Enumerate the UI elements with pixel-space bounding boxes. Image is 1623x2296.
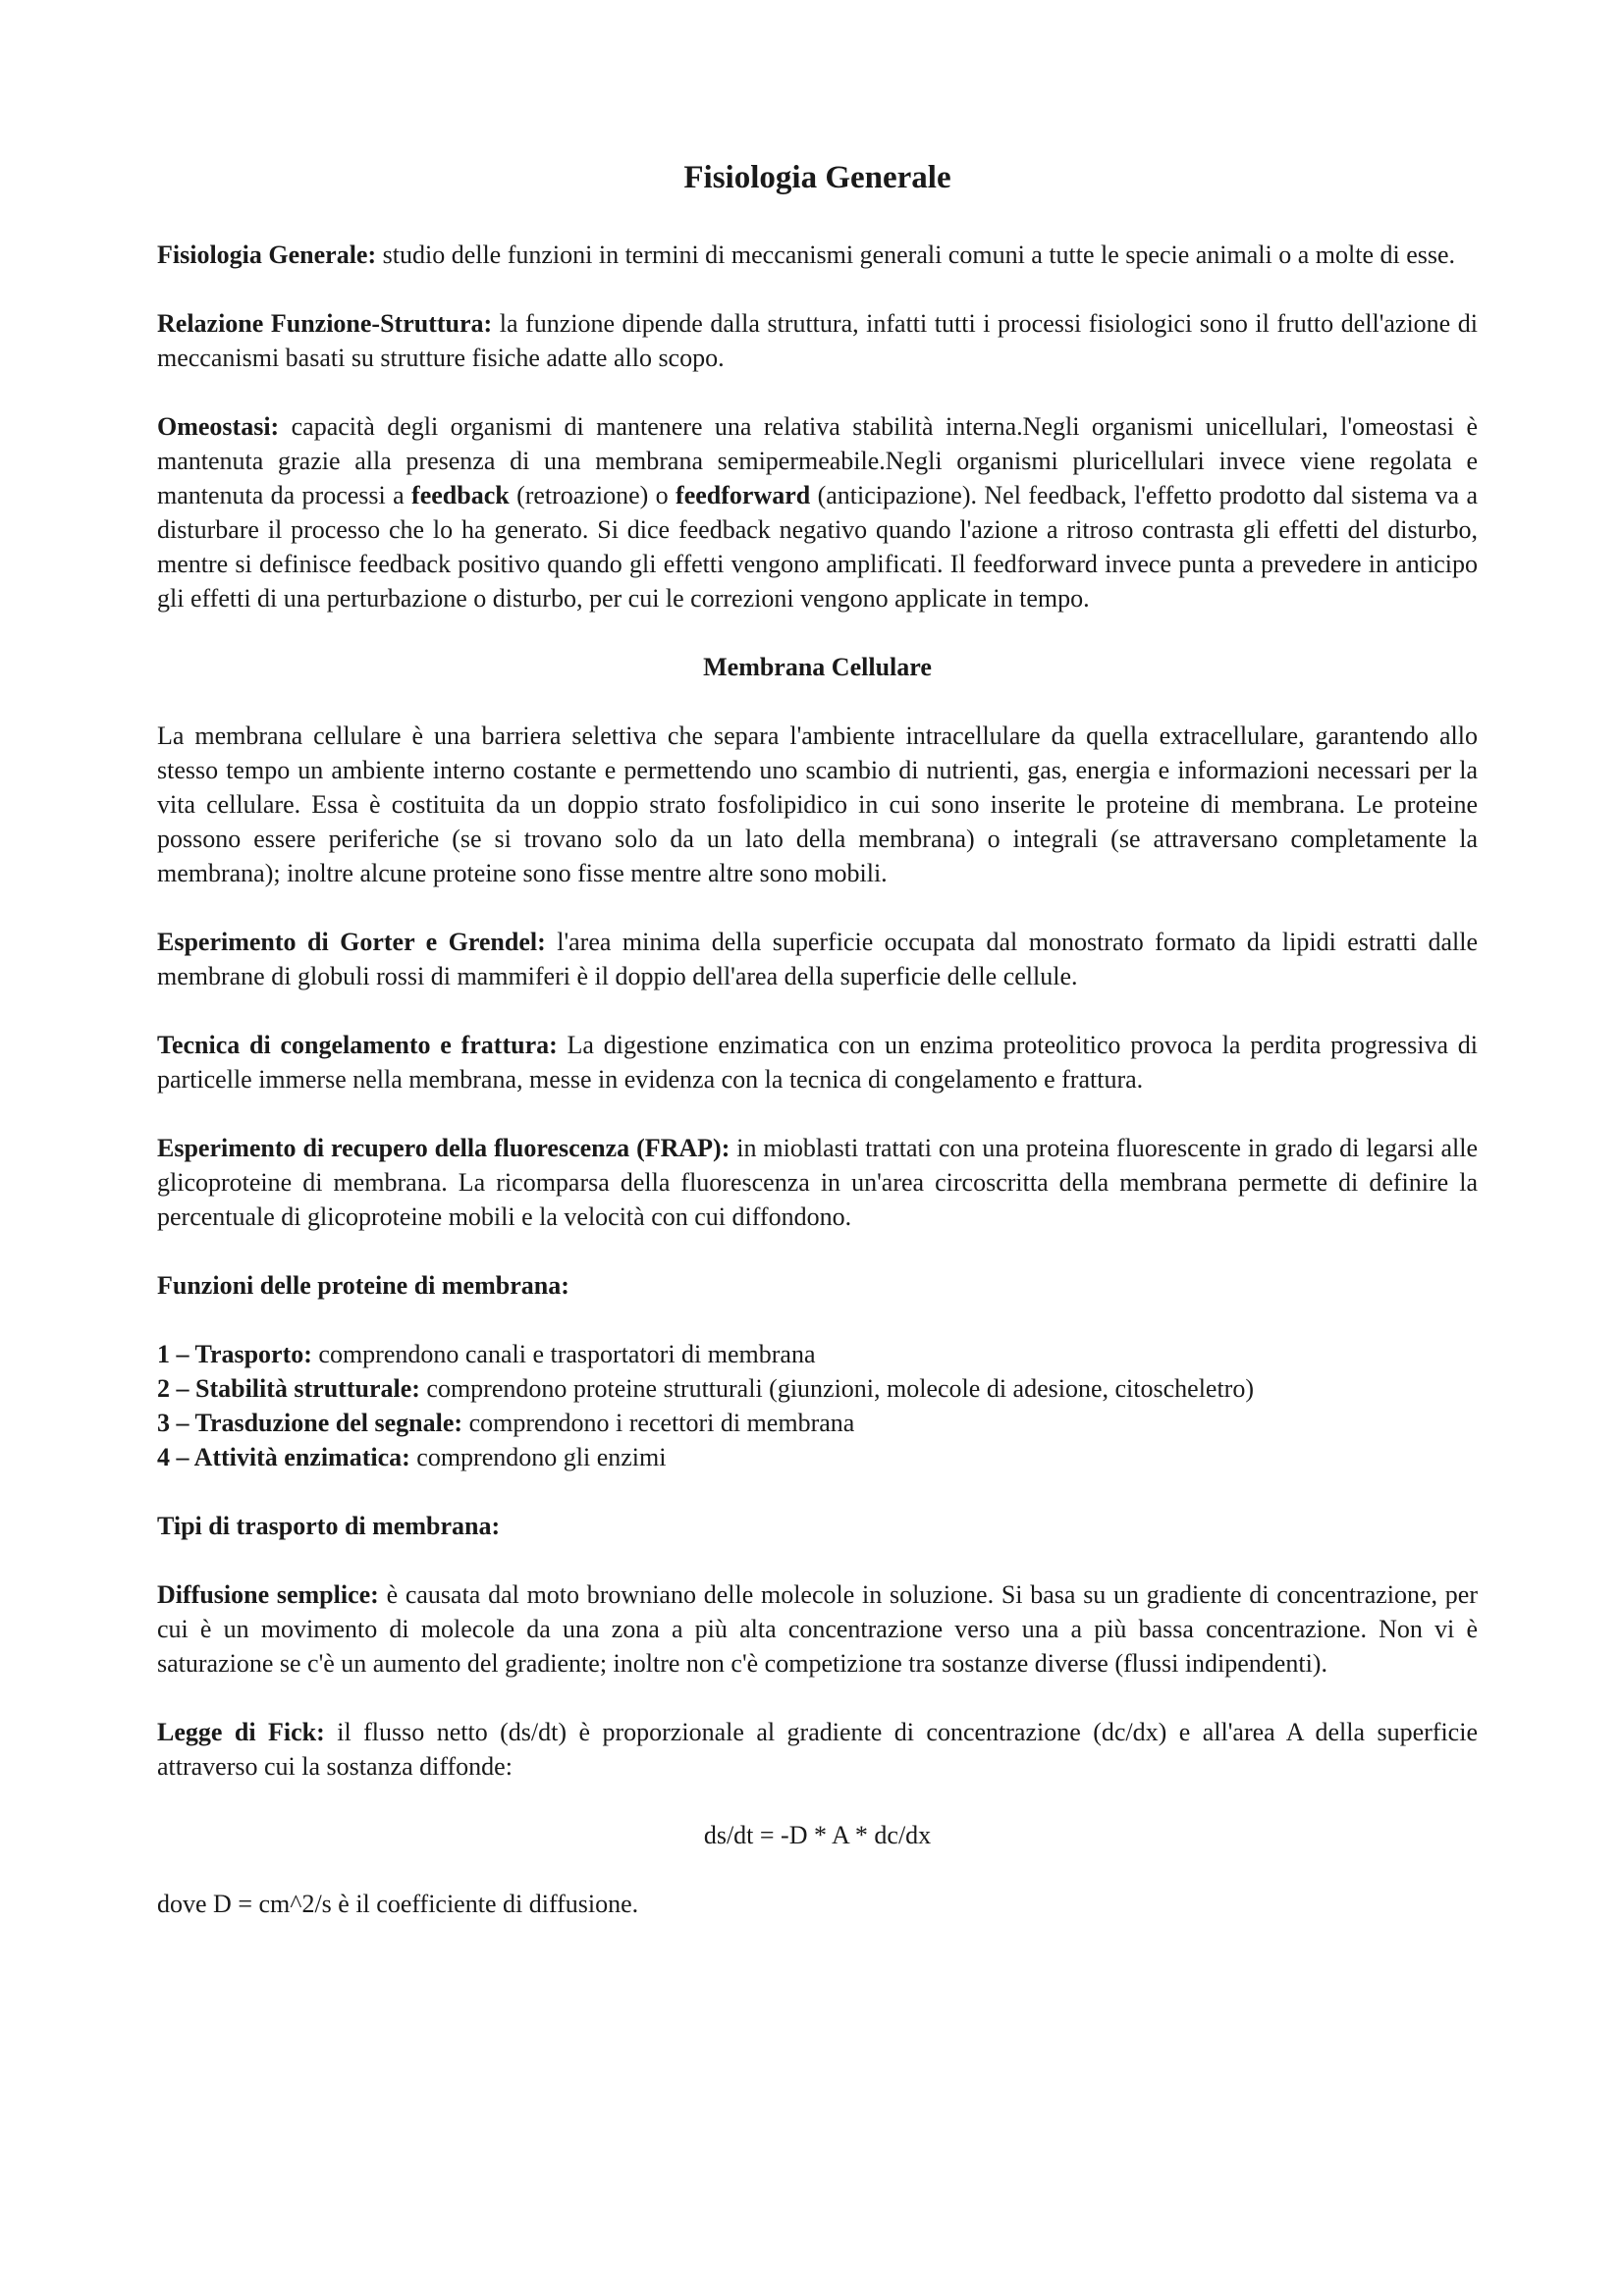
text-gorter: l'area minima della superficie occupata dal monostrato formato da lipidi estratti dalle membrane di globuli rossi di mammiferi è il doppio dell'area della superficie delle cellule. xyxy=(157,928,1478,990)
list-item-text: comprendono proteine strutturali (giunzioni, molecole di adesione, citoscheletro) xyxy=(419,1374,1254,1403)
text-relazione: la funzione dipende dalla struttura, infatti tutti i processi fisiologici sono il frutto dell'azione di meccanismi basati su strutture fisiche adatte allo scopo. xyxy=(157,309,1478,372)
paragraph-fick xyxy=(157,1715,1478,1784)
paragraph-membrana-intro: La membrana cellulare è una barriera selettiva che separa l'ambiente intracellulare da quella extracellulare, garantendo allo stesso tempo un ambiente interno costante e permettendo uno scambio di nutrienti, gas, energia e informazioni necessari per la vita cellulare. Essa è costituita da un doppio strato fosfolipidico in cui sono inserite le proteine di membrana. Le proteine possono essere periferiche (se si trovano solo da un lato della membrana) o integrali (se attraversano completamente la membrana); inoltre alcune proteine sono fisse mentre altre sono mobili. xyxy=(157,721,1478,887)
term-feedback: feedback xyxy=(411,481,510,509)
paragraph-diffusione xyxy=(157,1577,1478,1681)
formula-fick: ds/dt = -D * A * dc/dx xyxy=(703,1821,932,1849)
term-congelamento: Tecnica di congelamento e frattura: xyxy=(157,1031,558,1059)
list-item xyxy=(157,1406,1478,1440)
list-item xyxy=(157,1371,1478,1406)
term-gorter: Esperimento di Gorter e Grendel: xyxy=(157,928,546,956)
list-item-text: comprendono i recettori di membrana xyxy=(462,1409,855,1437)
text-omeostasi-1: capacità degli organismi di mantenere una relativa stabilità interna.Negli organismi unicellulari, l'omeostasi è mantenuta grazie alla presenza di una membrana semipermeabile.Negli organismi pluricellulari invece viene regolata e mantenuta da processi a xyxy=(157,412,1478,509)
paragraph-omeostasi xyxy=(157,409,1478,615)
paragraph-gorter xyxy=(157,925,1478,993)
list-item-text: comprendono canali e trasportatori di membrana xyxy=(311,1340,816,1368)
list-item xyxy=(157,1440,1478,1474)
term-frap: Esperimento di recupero della fluorescenza (FRAP): xyxy=(157,1134,730,1162)
term-diffusione: Diffusione semplice: xyxy=(157,1580,379,1609)
term-fisiologia-generale: Fisiologia Generale: xyxy=(157,240,377,269)
text-congelamento: La digestione enzimatica con un enzima proteolitico provoca la perdita progressiva di particelle immerse nella membrana, messe in evidenza con la tecnica di congelamento e frattura. xyxy=(157,1031,1478,1094)
section-heading-membrana: Membrana Cellulare xyxy=(703,653,932,681)
paragraph-congelamento xyxy=(157,1028,1478,1096)
list-item-number: 2 – xyxy=(157,1374,195,1403)
heading-funzioni: Funzioni delle proteine di membrana: xyxy=(157,1271,569,1300)
paragraph-relazione xyxy=(157,306,1478,375)
term-feedforward: feedforward xyxy=(676,481,811,509)
paragraph-fisiologia-generale xyxy=(157,238,1478,272)
list-item-term: Stabilità strutturale: xyxy=(195,1374,420,1403)
list-funzioni xyxy=(157,1337,1478,1474)
page-title: Fisiologia Generale xyxy=(683,160,951,195)
list-item xyxy=(157,1337,1478,1371)
list-item-term: Trasduzione del segnale: xyxy=(194,1409,463,1437)
text-fick: il flusso netto (ds/dt) è proporzionale al gradiente di concentrazione (dc/dx) e all'area A della superficie attraverso cui la sostanza diffonde: xyxy=(157,1718,1478,1781)
list-item-number: 1 – xyxy=(157,1340,195,1368)
list-item-text: comprendono gli enzimi xyxy=(409,1443,667,1471)
list-item-term: Trasporto: xyxy=(194,1340,312,1368)
list-item-number: 3 – xyxy=(157,1409,195,1437)
paragraph-fick-note: dove D = cm^2/s è il coefficiente di diffusione. xyxy=(157,1890,639,1918)
text-frap: in mioblasti trattati con una proteina fluorescente in grado di legarsi alle glicoproteine di membrana. La ricomparsa della fluorescenza in un'area circoscritta della membrana permette di definire la percentuale di glicoproteine mobili e la velocità con cui diffondono. xyxy=(157,1134,1479,1231)
list-item-number: 4 – xyxy=(157,1443,194,1471)
text-diffusione: è causata dal moto browniano delle molecole in soluzione. Si basa su un gradiente di concentrazione, per cui è un movimento di molecole da una zona a più alta concentrazione verso una a più bassa concentrazione. Non vi è saturazione se c'è un aumento del gradiente; inoltre non c'è competizione tra sostanze diverse (flussi indipendenti). xyxy=(157,1580,1478,1678)
text-omeostasi-2: (retroazione) o xyxy=(509,481,676,509)
term-relazione: Relazione Funzione-Struttura: xyxy=(157,309,493,338)
text-omeostasi-3: (anticipazione). Nel feedback, l'effetto prodotto dal sistema va a disturbare il processo che lo ha generato. Si dice feedback negativo quando l'azione a ritroso contrasta gli effetti del disturbo, mentre si definisce feedback positivo quando gli effetti vengono amplificati. Il feedforward invece punta a prevedere in anticipo gli effetti di una perturbazione o disturbo, per cui le correzioni vengono applicate in tempo. xyxy=(157,481,1478,613)
heading-tipi-trasporto: Tipi di trasporto di membrana: xyxy=(157,1512,501,1540)
term-omeostasi: Omeostasi: xyxy=(157,412,280,441)
text-fisiologia-generale: studio delle funzioni in termini di meccanismi generali comuni a tutte le specie animali o a molte di esse. xyxy=(376,240,1456,269)
list-item-term: Attività enzimatica: xyxy=(193,1443,410,1471)
document-body xyxy=(157,154,1478,1955)
term-fick: Legge di Fick: xyxy=(157,1718,325,1746)
paragraph-frap xyxy=(157,1131,1478,1234)
